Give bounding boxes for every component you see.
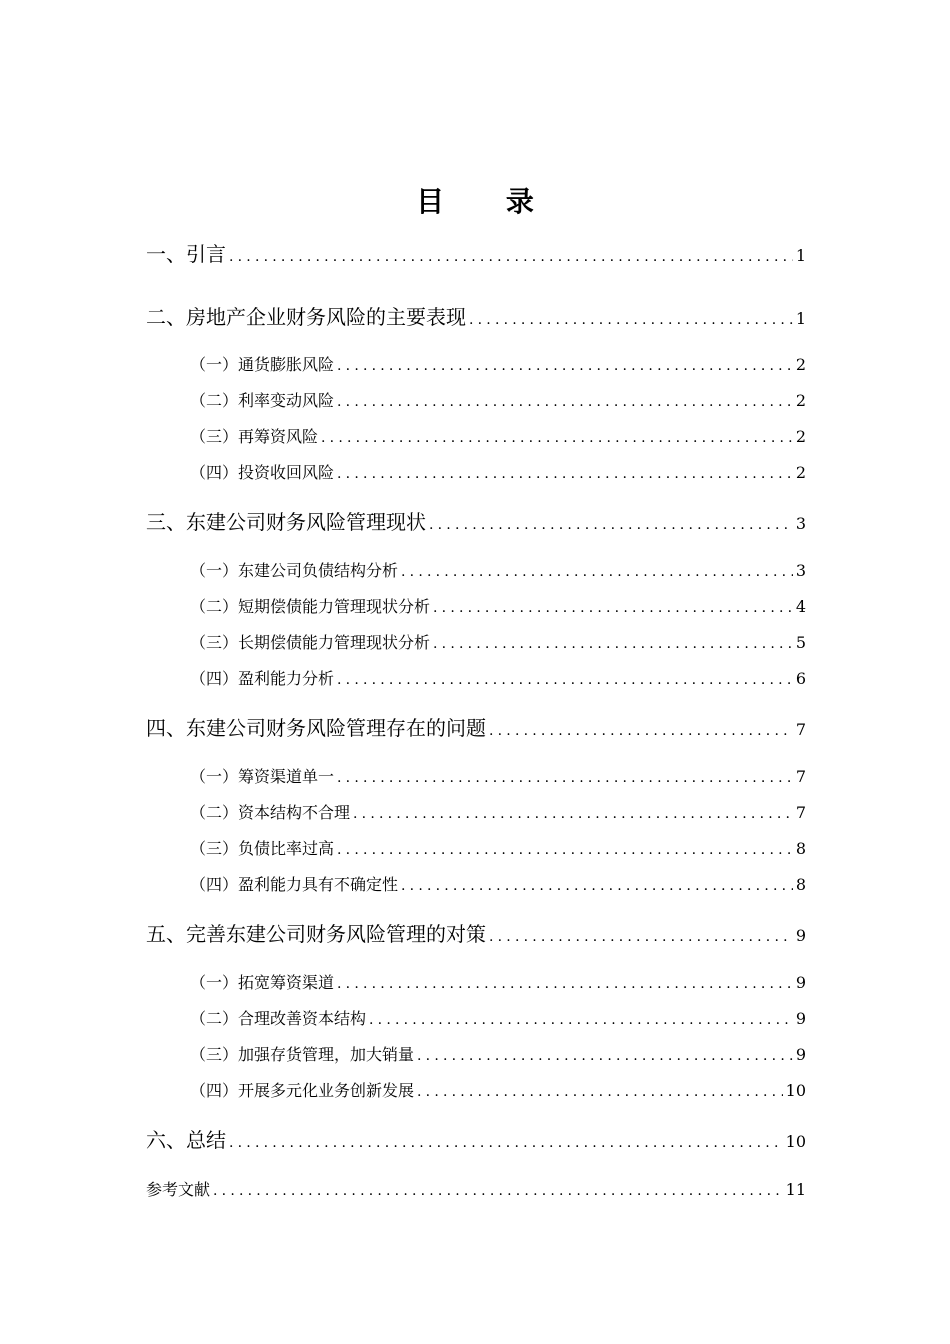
- toc-entry-page: 2: [795, 391, 806, 410]
- toc-entry-label: （二）合理改善资本结构: [190, 1009, 367, 1028]
- toc-entry-page: 3: [795, 514, 806, 533]
- dot-leader: [213, 1183, 783, 1199]
- toc-entry-page: 7: [795, 767, 806, 786]
- toc-entry[interactable]: [146, 1124, 806, 1153]
- toc-entry-label: （二）资本结构不合理: [190, 803, 351, 822]
- dot-leader: [353, 806, 793, 822]
- toc-entry-page: 4: [795, 597, 806, 616]
- toc-entry-label: （四）投资收回风险: [190, 463, 335, 482]
- toc-entry-label: （一）通货膨胀风险: [190, 355, 335, 374]
- toc-entry-label: 四、东建公司财务风险管理存在的问题: [146, 716, 486, 740]
- toc-entry-page: 1: [795, 246, 806, 265]
- toc-entry[interactable]: [190, 764, 806, 787]
- toc-entry[interactable]: [190, 1078, 806, 1101]
- dot-leader: [321, 430, 793, 446]
- dot-leader: [401, 564, 793, 580]
- toc-entry-page: 9: [795, 926, 806, 945]
- toc-entry-page: 9: [795, 1045, 806, 1064]
- toc-entry[interactable]: [190, 352, 806, 375]
- toc-entry-label: 六、总结: [146, 1128, 226, 1152]
- dot-leader: [337, 770, 793, 786]
- toc-entry-label: 一、引言: [146, 242, 226, 266]
- toc-entry-page: 8: [795, 839, 806, 858]
- dot-leader: [337, 976, 793, 992]
- dot-leader: [417, 1084, 783, 1100]
- toc-entry[interactable]: [146, 301, 806, 330]
- dot-leader: [433, 600, 793, 616]
- toc-entry-label: （二）利率变动风险: [190, 391, 335, 410]
- toc-entry-label: （一）筹资渠道单一: [190, 767, 335, 786]
- toc-entry-label: （四）盈利能力分析: [190, 669, 335, 688]
- toc-entry-label: （四）盈利能力具有不确定性: [190, 875, 399, 894]
- toc-entry-page: 5: [795, 633, 806, 652]
- toc-entry-page: 9: [795, 1009, 806, 1028]
- toc-entry-page: 3: [795, 561, 806, 580]
- toc-entry-page: 8: [795, 875, 806, 894]
- toc-entry[interactable]: [146, 1177, 806, 1200]
- dot-leader: [337, 842, 793, 858]
- toc-entry[interactable]: [190, 594, 806, 617]
- toc-heading: 目 录: [416, 185, 560, 218]
- dot-leader: [469, 312, 793, 328]
- toc-entry-page: 9: [795, 973, 806, 992]
- toc-entry[interactable]: [190, 558, 806, 581]
- toc-entry[interactable]: [190, 388, 806, 411]
- toc-entry-page: 10: [785, 1132, 806, 1151]
- toc-entry-label: （一）东建公司负债结构分析: [190, 561, 399, 580]
- toc-entry[interactable]: [190, 666, 806, 689]
- toc-entry[interactable]: [146, 712, 806, 741]
- dot-leader: [429, 517, 793, 533]
- toc-entry[interactable]: [190, 836, 806, 859]
- toc-entry-page: 10: [785, 1081, 806, 1100]
- toc-entry-label: （三）加强存货管理，加大销量: [190, 1045, 415, 1064]
- toc-entry[interactable]: [146, 238, 806, 267]
- toc-entry-page: 7: [795, 720, 806, 739]
- dot-leader: [337, 394, 793, 410]
- toc-entry[interactable]: [190, 1042, 806, 1065]
- toc-entry-label: （三）负债比率过高: [190, 839, 335, 858]
- toc-entry[interactable]: [146, 506, 806, 535]
- dot-leader: [229, 1135, 783, 1151]
- dot-leader: [369, 1012, 793, 1028]
- toc-entry[interactable]: [190, 630, 806, 653]
- toc-entry-label: （三）长期偿债能力管理现状分析: [190, 633, 431, 652]
- toc-entry[interactable]: [190, 872, 806, 895]
- toc-entry-label: 二、房地产企业财务风险的主要表现: [146, 305, 466, 329]
- toc-entry[interactable]: [190, 800, 806, 823]
- toc-entry[interactable]: [190, 460, 806, 483]
- toc-entry-label: 三、东建公司财务风险管理现状: [146, 510, 426, 534]
- toc-entry-page: 2: [795, 463, 806, 482]
- toc-entry-page: 7: [795, 803, 806, 822]
- dot-leader: [433, 636, 793, 652]
- dot-leader: [229, 249, 793, 265]
- toc-entry-page: 11: [785, 1180, 806, 1199]
- toc-entry-label: 五、完善东建公司财务风险管理的对策: [146, 922, 486, 946]
- dot-leader: [417, 1048, 793, 1064]
- toc-entry[interactable]: [190, 1006, 806, 1029]
- dot-leader: [401, 878, 793, 894]
- toc-entry-page: 2: [795, 427, 806, 446]
- toc-entry-page: 6: [795, 669, 806, 688]
- dot-leader: [337, 358, 793, 374]
- dot-leader: [489, 929, 793, 945]
- dot-leader: [337, 672, 793, 688]
- toc-entry-label: 参考文献: [146, 1180, 211, 1199]
- dot-leader: [489, 723, 793, 739]
- dot-leader: [337, 466, 793, 482]
- toc-entry-page: 1: [795, 309, 806, 328]
- toc-entry[interactable]: [190, 970, 806, 993]
- toc-entry-page: 2: [795, 355, 806, 374]
- toc-entry-label: （二）短期偿债能力管理现状分析: [190, 597, 431, 616]
- toc-entry-label: （三）再筹资风险: [190, 427, 319, 446]
- toc-entry-label: （一）拓宽筹资渠道: [190, 973, 335, 992]
- toc-entry-label: （四）开展多元化业务创新发展: [190, 1081, 415, 1100]
- toc-entry[interactable]: [146, 918, 806, 947]
- toc-entry[interactable]: [190, 424, 806, 447]
